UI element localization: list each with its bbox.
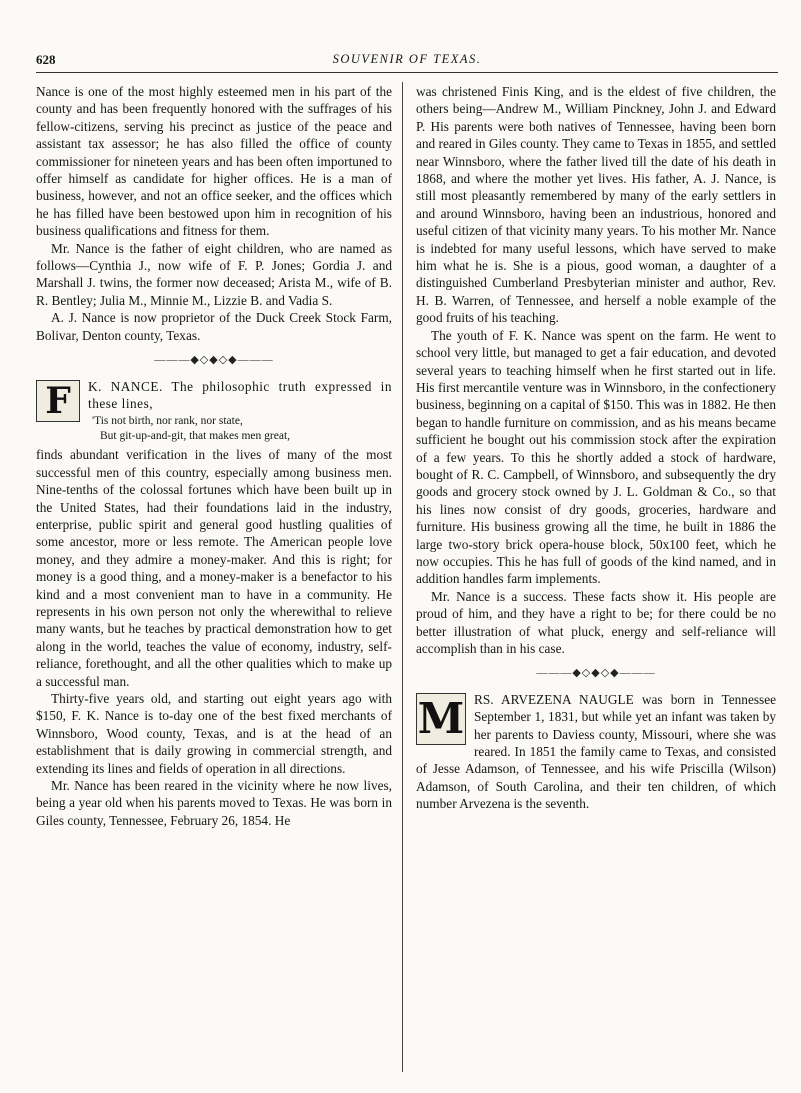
running-title: SOUVENIR OF TEXAS. bbox=[332, 52, 482, 66]
paragraph: was christened Finis King, and is the eldest of five children, the others being—Andrew M., William Pinckney, John J. and Edward P. His parents were both natives of Tennessee, having been born and reared in Giles county. They came to Texas in 1855, and settled near Winnsboro, where the father lived till the date of his death in 1868, and where the mother yet lives. His father, A. J. Nance, is still most pleasantly remembered by many of the early settlers in and around Winnsboro, having been an industrious, honored and useful citizen of that vicinity many years. To his mother Mr. Nance is indebted for many useful lessons, which have served to make him what he is. She is a pious, good woman, a daughter of a distinguished Cumberland Presbyterian minister and author, Rev. H. B. Warren, of Tennessee, and herself a noble example of the good fruits of his teaching. bbox=[416, 84, 776, 326]
poem-line: 'Tis not birth, nor rank, nor state, bbox=[92, 415, 243, 428]
paragraph: Mr. Nance is the father of eight children, who are named as follows—Cynthia J., now wife of F. P. Jones; Gordia J. and Marshall J. twins, the former now deceased; Arista M., wife of B. R. Bentley; Julia M., Minnie M., Lizzie B. and Vadia S. bbox=[36, 240, 392, 308]
column-divider bbox=[402, 82, 403, 1072]
page-number: 628 bbox=[36, 52, 56, 67]
poem-line: But git-up-and-git, that makes men great, bbox=[100, 430, 291, 443]
left-column bbox=[36, 83, 392, 829]
drop-cap: M bbox=[417, 693, 465, 743]
article-arvezena-naugle bbox=[416, 691, 776, 813]
paragraph: finds abundant verification in the lives of many of the most successful men of this country, especially among business men. Nine-tenths of the colossal fortunes which have been built up in the United States, had their foundations laid in the industry, enterprise, public spirit and general good hustling qualities of some ancestor, more or less remote. The American people love money, and they admire a money-maker. And this is right; for money is a good thing, and a money-maker is a benefactor to his kind and a most convenient man to have in a community. He represents in his own person not only the wherewithal to relieve many wants, but he teaches by practical demonstration how to get along in the world, teaches the value of economy, industry, self-reliance, forethought, and all the other qualities which to make up a successful man. bbox=[36, 447, 392, 689]
article-intro: K. NANCE. The philosophic truth expressed in these lines, bbox=[88, 378, 392, 411]
paragraph: Thirty-five years old, and starting out eight years ago with $150, F. K. Nance is to-day one of the best fixed merchants of Winnsboro, Wood county, Texas, and is at the head of an establishment that is daily growing in commercial strength, and extending its lines and fields of operation in all directions. bbox=[36, 691, 392, 776]
paragraph: The youth of F. K. Nance was spent on the farm. He went to school very little, but managed to get a fair education, and devoted several years to teaching himself when he first started out in life. His first mercantile venture was in Winnsboro, in the confectionery business, beginning on a capital of $150. This was in 1882. He then began to handle furniture on commission, and as his means became sufficient he bought out his commission stock after the expiration of a few years. To this he shortly added a stock of hardware, bought of R. C. Campbell, of Winnsboro, and subsequently the dry goods and grocery stock owned by J. L. Goldman & Co., so that his lines now consist of dry goods, groceries, hardware and furniture. His business growing all the time, he built in 1886 the large two-story brick opera-house block, 50x100 feet, which he now occupies. This he has full of goods of the kind named, and in addition handles farm implements. bbox=[416, 327, 776, 587]
paragraph: Mr. Nance is a success. These facts show it. His people are proud of him, and they have a right to be; for there could be no better illustration of what pluck, energy and self-reliance will accomplish than in his case. bbox=[416, 588, 776, 656]
header-rule bbox=[36, 72, 778, 73]
paragraph: A. J. Nance is now proprietor of the Duck Creek Stock Farm, Bolivar, Denton county, Texas. bbox=[36, 310, 392, 343]
section-ornament: ———◆◇◆◇◆——— bbox=[536, 667, 656, 680]
page-header bbox=[36, 52, 778, 70]
article-fk-nance bbox=[36, 378, 392, 691]
paragraph: Mr. Nance has been reared in the vicinity where he now lives, being a year old when his parents moved to Texas. He was born in Giles county, Tennessee, February 26, 1854. He bbox=[36, 778, 392, 828]
drop-cap: F bbox=[36, 380, 80, 422]
paragraph: RS. ARVEZENA NAUGLE was born in Tennessee September 1, 1831, but while yet an infant was taken by her parents to Daviess county, Missouri, where she was reared. In 1851 the family came to Texas, and consisted of Jesse Adamson, of Tennessee, and his wife Priscilla (Wilson) Adamson, of South Carolina, and their ten children, of which number Arvezena is the seventh. bbox=[416, 691, 776, 812]
section-ornament: ———◆◇◆◇◆——— bbox=[154, 354, 274, 367]
right-column bbox=[416, 83, 776, 813]
poem-quote bbox=[92, 414, 392, 444]
paragraph: Nance is one of the most highly esteemed men in his part of the county and has been frequently honored with the suffrages of his fellow-citizens, serving his precinct as justice of the peace and assistant tax assessor; he has also filled the office of county commissioner for nineteen years and has been often importuned to offer himself as candidate for higher offices. He is a man of business, however, and not an office seeker, and the offices which he has filled have been bestowed upon him in recognition of his business qualifications and fitness for them. bbox=[36, 84, 392, 239]
